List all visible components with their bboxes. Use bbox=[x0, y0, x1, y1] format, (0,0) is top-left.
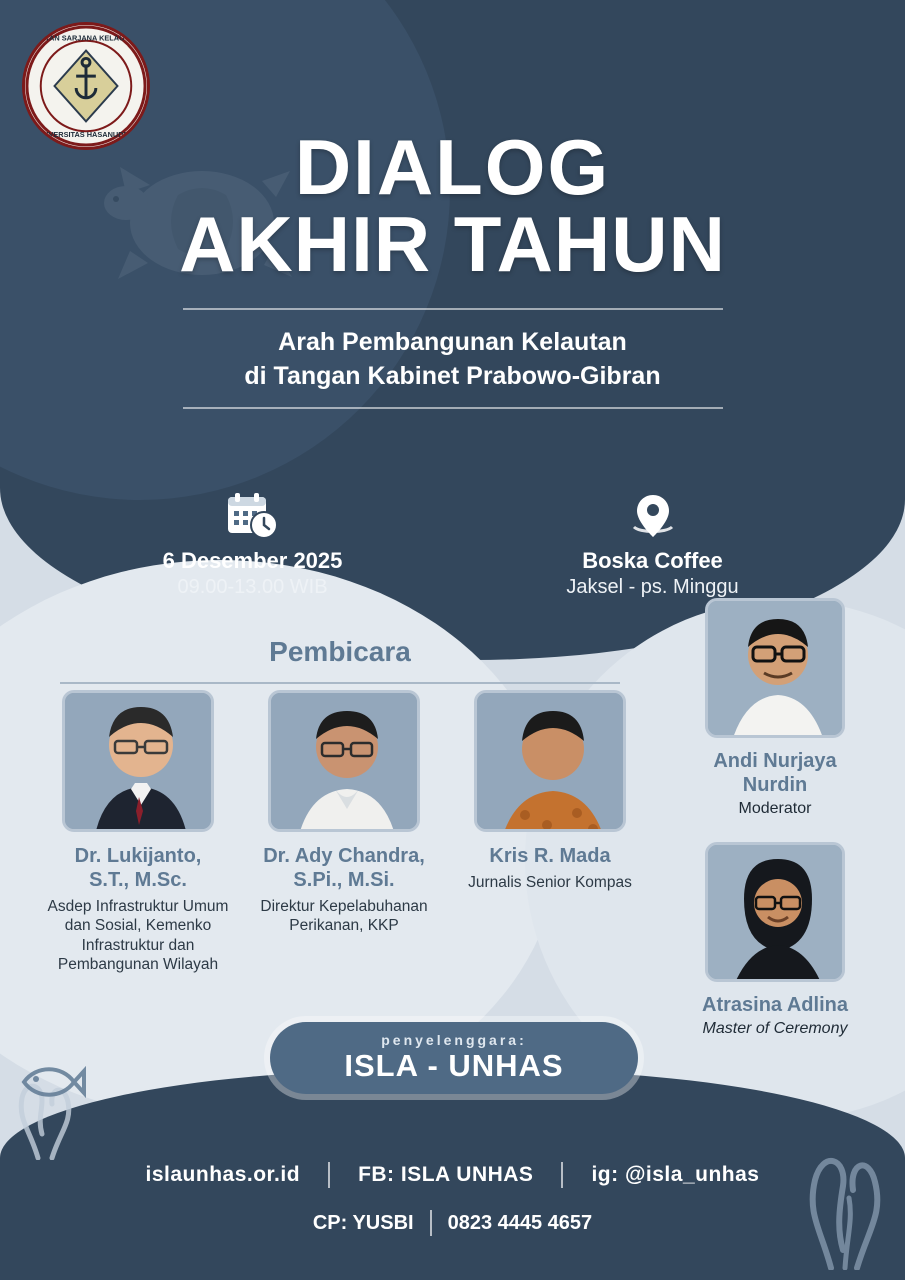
speaker-photo-kris-mada bbox=[474, 690, 626, 832]
footer-divider-1 bbox=[328, 1162, 330, 1188]
moderator-card bbox=[660, 598, 890, 818]
footer-website[interactable]: islaunhas.or.id bbox=[145, 1163, 301, 1186]
speaker-name-line1: Dr. Lukijanto, bbox=[74, 845, 202, 867]
organizer-label: penyelenggara: bbox=[381, 1032, 527, 1048]
moderator-name-line2: Nurdin bbox=[742, 774, 808, 796]
speaker-name-line1: Dr. Ady Chandra, bbox=[263, 845, 425, 867]
footer-social-row bbox=[0, 1162, 905, 1188]
footer-contact-row bbox=[0, 1210, 905, 1236]
mc-role: Master of Ceremony bbox=[702, 1020, 848, 1037]
logo-top-text: IKATAN SARJANA KELAUTAN bbox=[32, 33, 140, 43]
organizer-badge bbox=[270, 1022, 638, 1094]
event-venue: Boska Coffee bbox=[582, 548, 723, 573]
poster-title-line1: DIALOG bbox=[294, 123, 611, 211]
organizer-name: ISLA - UNHAS bbox=[344, 1048, 564, 1083]
footer-facebook[interactable]: FB: ISLA UNHAS bbox=[358, 1163, 534, 1186]
event-venue-area: Jaksel - ps. Minggu bbox=[566, 576, 739, 598]
fish-icon bbox=[16, 1059, 86, 1105]
speaker-name bbox=[38, 844, 238, 892]
speaker-role: Direktur Kepelabuhanan Perikanan, KKP bbox=[260, 898, 428, 935]
speaker-card bbox=[38, 690, 238, 975]
footer-cp-label: CP: YUSBI bbox=[312, 1211, 414, 1234]
speakers-divider bbox=[60, 682, 620, 684]
speaker-role: Jurnalis Senior Kompas bbox=[468, 874, 632, 891]
moderator-role: Moderator bbox=[738, 800, 812, 817]
event-location-block bbox=[528, 488, 778, 599]
poster-subtitle-line2: di Tangan Kabinet Prabowo-Gibran bbox=[244, 361, 661, 390]
event-date: 6 Desember 2025 bbox=[162, 548, 343, 573]
footer-instagram[interactable]: ig: @isla_unhas bbox=[591, 1163, 760, 1186]
mc-card bbox=[660, 842, 890, 1038]
speaker-name: Kris R. Mada bbox=[489, 845, 611, 867]
mc-name: Atrasina Adlina bbox=[702, 994, 848, 1016]
footer-divider-3 bbox=[430, 1210, 432, 1236]
speakers-list bbox=[38, 690, 658, 975]
moderator-photo bbox=[705, 598, 845, 738]
poster-title-line2: AKHIR TAHUN bbox=[179, 200, 726, 289]
divider-top bbox=[183, 308, 723, 310]
event-date-block bbox=[128, 488, 378, 599]
moderator-name bbox=[660, 749, 890, 797]
footer-divider-2 bbox=[561, 1162, 563, 1188]
speaker-role: Asdep Infrastruktur Umum dan Sosial, Kemenko Infrastruktur dan Pembangunan Wilayah bbox=[47, 898, 229, 974]
speakers-heading-block bbox=[60, 636, 620, 684]
moderator-name-line1: Andi Nurjaya bbox=[713, 750, 837, 772]
speaker-photo-ady-chandra bbox=[268, 690, 420, 832]
speaker-card bbox=[244, 690, 444, 975]
speaker-card bbox=[450, 690, 650, 975]
logo-bottom-text: UNIVERSITAS HASANUDDIN bbox=[35, 130, 137, 140]
title-block bbox=[0, 123, 905, 409]
speaker-name-line2: S.Pi., M.Si. bbox=[293, 869, 395, 891]
divider-bottom bbox=[183, 407, 723, 409]
speaker-photo-lukijanto bbox=[62, 690, 214, 832]
poster-subtitle-line1: Arah Pembangunan Kelautan bbox=[278, 327, 627, 356]
speaker-name-line2: S.T., M.Sc. bbox=[89, 869, 187, 891]
footer bbox=[0, 1162, 905, 1236]
map-pin-icon bbox=[528, 488, 778, 544]
event-meta bbox=[0, 488, 905, 599]
mc-photo bbox=[705, 842, 845, 982]
footer-cp-phone[interactable]: 0823 4445 4657 bbox=[447, 1211, 593, 1234]
event-time: 09.00-13.00 WIB bbox=[177, 576, 328, 598]
speaker-name bbox=[244, 844, 444, 892]
speakers-heading: Pembicara bbox=[269, 636, 411, 667]
calendar-clock-icon bbox=[128, 488, 378, 544]
